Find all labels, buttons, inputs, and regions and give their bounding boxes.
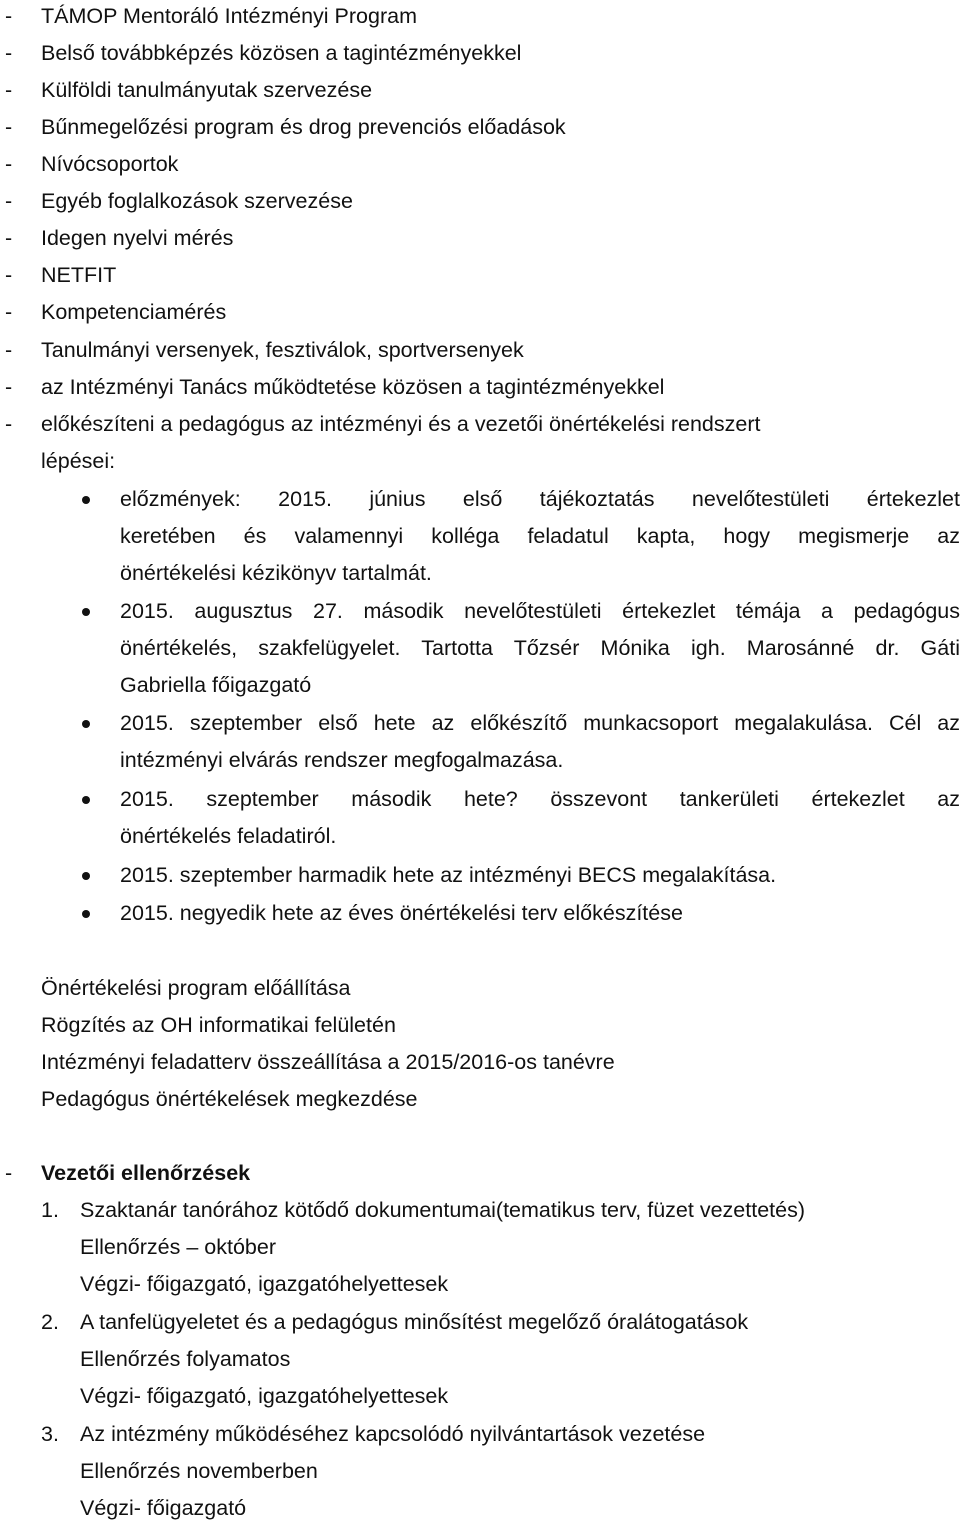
bullet-dot-icon [82, 796, 90, 804]
bullet-dot-icon [82, 608, 90, 616]
dash-marker: - [5, 1161, 13, 1185]
bullet-line: előzmények: 2015. június első tájékoztatás nevelőtestületi értekezlet [120, 487, 960, 511]
dash-item-text: TÁMOP Mentoráló Intézményi Program [41, 4, 417, 28]
bullet-item [0, 857, 960, 894]
bullet-dot-icon [82, 872, 90, 880]
item-check: Ellenőrzés folyamatos [80, 1347, 291, 1371]
item-responsible: Végzi- főigazgató [80, 1496, 247, 1520]
bullet-line: 2015. szeptember harmadik hete az intézményi BECS megalakítása. [120, 863, 777, 887]
bullet-continuation [0, 555, 960, 592]
bullet-item [0, 895, 960, 932]
bullet-line: Gabriella főigazgató [120, 673, 312, 697]
bullet-line: intézményi elvárás rendszer megfogalmazása. [120, 748, 564, 772]
item-number: 3. [41, 1422, 59, 1446]
dash-item-text: Külföldi tanulmányutak szervezése [41, 78, 373, 102]
dash-item-text: Kompetenciamérés [41, 300, 227, 324]
item-responsible: Végzi- főigazgató, igazgatóhelyettesek [80, 1384, 449, 1408]
dash-marker: - [5, 338, 13, 362]
plain-line: Intézményi feladatterv összeállítása a 2015/2016-os tanévre [41, 1050, 615, 1074]
dash-marker: - [5, 78, 13, 102]
dash-marker: - [5, 4, 13, 28]
dash-item-text: Egyéb foglalkozások szervezése [41, 189, 353, 213]
bullet-dot-icon [82, 496, 90, 504]
bullet-line: 2015. negyedik hete az éves önértékelési terv előkészítése [120, 901, 683, 925]
bullet-line: önértékelés, szakfelügyelet. Tartotta Tőzsér Mónika igh. Marosánné dr. Gáti [120, 636, 960, 660]
bullet-item [0, 481, 960, 518]
dash-marker: - [5, 412, 13, 436]
dash-item-text: Tanulmányi versenyek, fesztiválok, sportversenyek [41, 338, 524, 362]
dash-marker: - [5, 189, 13, 213]
bullet-item [0, 705, 960, 742]
dash-item-text: előkészíteni a pedagógus az intézményi és a vezetői önértékelési rendszert [41, 412, 761, 436]
dash-item-text: Bűnmegelőzési program és drog prevenciós előadások [41, 115, 566, 139]
dash-marker: - [5, 152, 13, 176]
bullet-line: önértékelési kézikönyv tartalmát. [120, 561, 432, 585]
bullet-line: 2015. szeptember második hete? összevont tankerületi értekezlet az [120, 787, 960, 811]
dash-item-text: Idegen nyelvi mérés [41, 226, 234, 250]
item-number: 2. [41, 1310, 59, 1334]
bullet-continuation [0, 518, 960, 555]
bullet-item [0, 593, 960, 630]
item-number: 1. [41, 1198, 59, 1222]
dash-marker: - [5, 300, 13, 324]
dash-marker: - [5, 115, 13, 139]
bullet-continuation [0, 818, 960, 855]
dash-marker: - [5, 375, 13, 399]
dash-item-text: NETFIT [41, 263, 117, 287]
bullet-continuation [0, 630, 960, 667]
item-title: Az intézmény működéséhez kapcsolódó nyilvántartások vezetése [80, 1422, 706, 1446]
plain-line: Rögzítés az OH informatikai felületén [41, 1013, 396, 1037]
plain-line: Pedagógus önértékelések megkezdése [41, 1087, 418, 1111]
section-heading: Vezetői ellenőrzések [41, 1161, 251, 1185]
bullet-dot-icon [82, 910, 90, 918]
bullet-continuation [0, 742, 960, 779]
dash-item-text: Belső továbbképzés közösen a tagintézményekkel [41, 41, 522, 65]
steps-label: lépései: [41, 449, 116, 473]
dash-item-text: az Intézményi Tanács működtetése közösen a tagintézményekkel [41, 375, 665, 399]
dash-item-text: Nívócsoportok [41, 152, 179, 176]
item-check: Ellenőrzés – október [80, 1235, 276, 1259]
item-title: A tanfelügyeletet és a pedagógus minősítést megelőző óralátogatások [80, 1310, 749, 1334]
plain-line: Önértékelési program előállítása [41, 976, 351, 1000]
bullet-dot-icon [82, 720, 90, 728]
dash-marker: - [5, 263, 13, 287]
bullet-line: keretében és valamennyi kolléga feladatul kapta, hogy megismerje az [120, 524, 960, 548]
bullet-continuation [0, 667, 960, 704]
bullet-line: 2015. augusztus 27. második nevelőtestületi értekezlet témája a pedagógus [120, 599, 960, 623]
bullet-item [0, 781, 960, 818]
item-title: Szaktanár tanórához kötődő dokumentumai(tematikus terv, füzet vezettetés) [80, 1198, 805, 1222]
dash-marker: - [5, 41, 13, 65]
bullet-line: önértékelés feladatiról. [120, 824, 337, 848]
item-responsible: Végzi- főigazgató, igazgatóhelyettesek [80, 1272, 449, 1296]
item-check: Ellenőrzés novemberben [80, 1459, 318, 1483]
dash-marker: - [5, 226, 13, 250]
bullet-line: 2015. szeptember első hete az előkészítő munkacsoport megalakulása. Cél az [120, 711, 960, 735]
